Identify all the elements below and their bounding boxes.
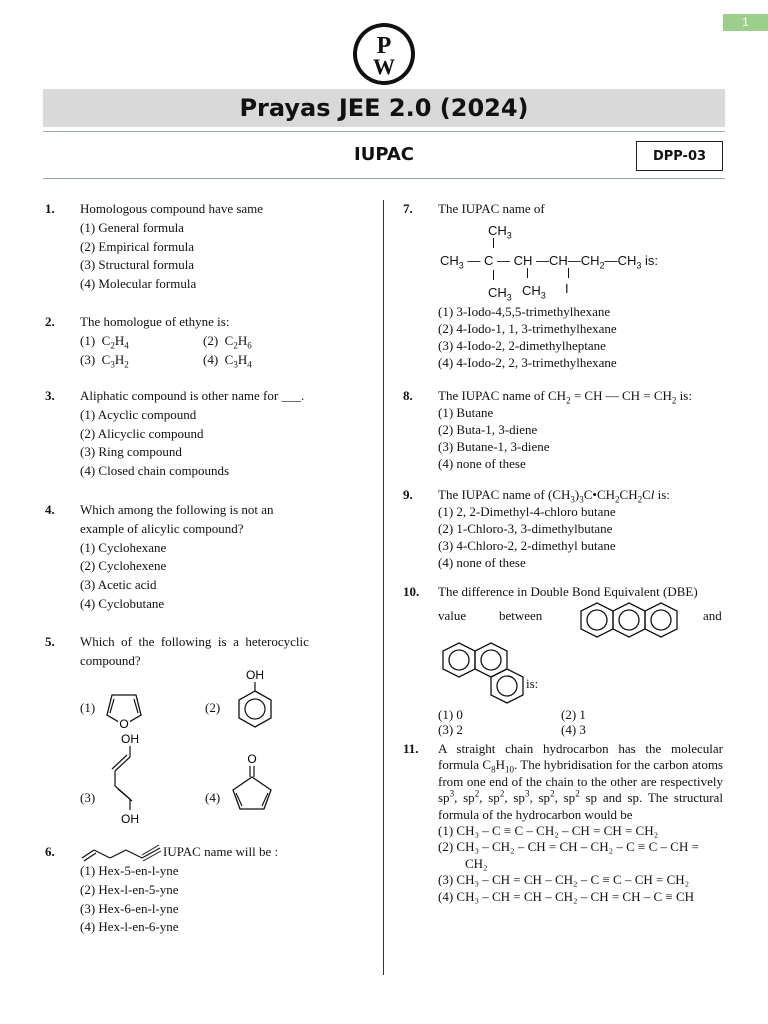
column-divider <box>383 200 384 975</box>
option-4[interactable]: (4) Hex-l-en-6-yne <box>80 919 179 935</box>
ch3-bottom-1: $CH_3$ <box>488 285 512 303</box>
question-number: 6. <box>45 844 55 859</box>
page-title: Prayas JEE 2.0 (2024) <box>43 89 725 127</box>
question-number: 4. <box>45 502 55 517</box>
option-2-continued: CH₂ <box>465 855 488 871</box>
question-text: Aliphatic compound is other name for ___. <box>80 388 305 403</box>
furan-oxygen: O <box>119 717 129 730</box>
question-number: 8. <box>403 388 413 403</box>
option-4[interactable]: (4) Molecular formula <box>80 276 197 292</box>
option-2[interactable]: (2) Empirical formula <box>80 238 195 254</box>
option-1[interactable]: (1) 0 <box>438 707 463 722</box>
option-2[interactable]: (2) $C_2H_6$ <box>203 332 252 351</box>
question-number: 11. <box>403 741 419 756</box>
option-2[interactable]: (2) 4-Iodo-1, 1, 3-trimethylhexane <box>438 321 617 336</box>
option-2[interactable]: (2) Hex-l-en-5-yne <box>80 881 179 897</box>
pw-logo <box>352 22 416 86</box>
option-3-label[interactable]: (3) <box>80 790 96 805</box>
anthracene-structure <box>578 601 688 639</box>
question-text: A straight chain hydrocarbon has the molecular formula $C_8H_{10}$. The hybridisation for the carbon atoms from one end of the chain to the other are respectively $sp^3$, $sp^2$, $sp^2$, $sp^3$, $sp^2$, $sp^2$ sp and sp. The structural formula of the hydrocarbon would be <box>438 741 723 822</box>
word-value: value <box>438 608 467 623</box>
furan-structure <box>103 685 145 730</box>
ch3-top-label: $CH_3$ <box>488 223 512 241</box>
option-1[interactable]: (1) Acyclic compound <box>80 406 197 422</box>
question-number: 9. <box>403 487 413 502</box>
option-3[interactable]: (3) CH₃ – CH = CH – CH₂ – C ≡ C – CH = CH₂ <box>438 872 690 888</box>
question-text: The IUPAC name of $(CH_3)_3C•CH_2CH_2Cl$ is: <box>438 487 670 505</box>
dpp-badge: DPP-03 <box>636 141 723 171</box>
option-4[interactable]: (4) $C_3H_4$ <box>203 351 252 370</box>
option-2-label[interactable]: (2) <box>205 700 221 715</box>
option-1[interactable]: (1) Hex-5-en-l-yne <box>80 863 179 878</box>
question-text-line-1: The difference in Double Bond Equivalent (DBE) <box>438 584 698 599</box>
option-1[interactable]: (1) Cyclohexane <box>80 539 167 555</box>
question-text-line-1: Which among the following is not an <box>80 502 274 517</box>
option-2[interactable]: (2) 1 <box>561 707 586 722</box>
option-2[interactable]: (2) Buta-1, 3-diene <box>438 422 538 437</box>
option-4[interactable]: (4) Closed chain compounds <box>80 463 230 479</box>
question-text-line-2: example of alicylic compound? <box>80 520 244 536</box>
option-3[interactable]: (3) Structural formula <box>80 257 195 273</box>
option-3[interactable]: (3) 2 <box>438 722 463 737</box>
word-between: between <box>499 608 543 623</box>
question-text: Homologous compound have same <box>80 201 264 216</box>
question-number: 3. <box>45 388 55 403</box>
question-number: 2. <box>45 314 55 329</box>
option-4[interactable]: (4) none of these <box>438 555 526 570</box>
header-rule-top <box>43 131 725 132</box>
option-2[interactable]: (2) 1-Chloro-3, 3-dimethylbutane <box>438 521 613 536</box>
ch3-bottom-2: $CH_3$ <box>522 283 546 301</box>
option-1[interactable]: (1) $C_2H_4$ <box>80 332 129 351</box>
word-and: and <box>703 608 722 623</box>
question-text: The homologue of ethyne is: <box>80 314 230 329</box>
svg-text:W: W <box>373 54 395 79</box>
option-1[interactable]: (1) 2, 2-Dimethyl-4-chloro butane <box>438 504 616 519</box>
question-number: 7. <box>403 201 413 216</box>
option-1[interactable]: (1) 3-Iodo-4,5,5-trimethylhexane <box>438 304 611 319</box>
header-rule-bottom <box>43 178 725 179</box>
question-text-line-1: Which of the following is a heterocyclic <box>80 634 309 649</box>
question-text: The IUPAC name of <box>438 201 545 216</box>
phenol-oh: OH <box>246 668 264 682</box>
question-number: 1. <box>45 201 55 216</box>
cyclopentadienone-structure <box>229 751 277 813</box>
option-3[interactable]: (3) Acetic acid <box>80 577 157 593</box>
bond-bottom-1 <box>493 270 494 280</box>
question-number: 10. <box>403 584 420 599</box>
ketone-oxygen: O <box>247 752 257 766</box>
bond-bottom-2 <box>527 268 528 278</box>
main-chain: $CH_3$ — C — CH $—CH—CH_2—CH_3$ is: <box>440 253 659 271</box>
option-1-label[interactable]: (1) <box>80 700 96 715</box>
option-3[interactable]: (3) Ring compound <box>80 444 182 460</box>
option-4[interactable]: (4) CH₃ – CH = CH – CH₂ – CH = CH – C ≡ CH <box>438 888 695 904</box>
word-is: is: <box>526 676 539 691</box>
top-oh: OH <box>121 732 139 746</box>
question-number: 5. <box>45 634 55 649</box>
question-text: IUPAC name will be : <box>163 844 279 859</box>
option-3[interactable]: (3) Butane-1, 3-diene <box>438 439 550 454</box>
option-1[interactable]: (1) General formula <box>80 219 184 235</box>
option-3[interactable]: (3) 4-Iodo-2, 2-dimethylheptane <box>438 338 606 353</box>
page-number-badge: 1 <box>723 14 768 31</box>
option-2[interactable]: (2) CH₃ – CH₂ – CH = CH – CH₂ – C ≡ C – CH = <box>438 839 699 855</box>
option-3[interactable]: (3) $C_3H_2$ <box>80 351 129 370</box>
option-4[interactable]: (4) 4-Iodo-2, 2, 3-trimethylhexane <box>438 355 617 370</box>
question-10 <box>403 583 728 743</box>
option-3[interactable]: (3) 4-Chloro-2, 2-dimethyl butane <box>438 538 616 553</box>
option-2[interactable]: (2) Alicyclic compound <box>80 425 204 441</box>
option-4-label[interactable]: (4) <box>205 790 221 805</box>
question-text-line-2: compound? <box>80 652 141 668</box>
bond-top <box>493 238 494 248</box>
question-7 <box>403 200 728 375</box>
option-4[interactable]: (4) Cyclobutane <box>80 595 165 611</box>
option-2[interactable]: (2) Cyclohexene <box>80 558 167 574</box>
bond-bottom-3 <box>568 268 569 278</box>
svg-text:P: P <box>376 33 392 59</box>
question-5 <box>45 633 370 828</box>
bottom-oh: OH <box>121 812 139 826</box>
option-4[interactable]: (4) 3 <box>561 722 586 737</box>
option-1[interactable]: (1) CH₃ – C ≡ C – CH₂ – CH = CH = CH₂ <box>438 823 659 839</box>
subject-title: IUPAC <box>354 144 414 165</box>
option-3[interactable]: (3) Hex-6-en-l-yne <box>80 900 179 916</box>
enediol-structure <box>105 731 155 826</box>
hexenyne-skeletal-structure <box>80 840 162 862</box>
question-text: The IUPAC name of $CH_2$ = CH — CH = $CH_2$ is: <box>438 388 692 406</box>
option-1[interactable]: (1) Butane <box>438 405 494 420</box>
option-4[interactable]: (4) none of these <box>438 456 526 471</box>
phenol-structure <box>229 667 281 735</box>
phenanthrene-structure <box>439 639 527 709</box>
iodo-label: I <box>565 281 569 296</box>
